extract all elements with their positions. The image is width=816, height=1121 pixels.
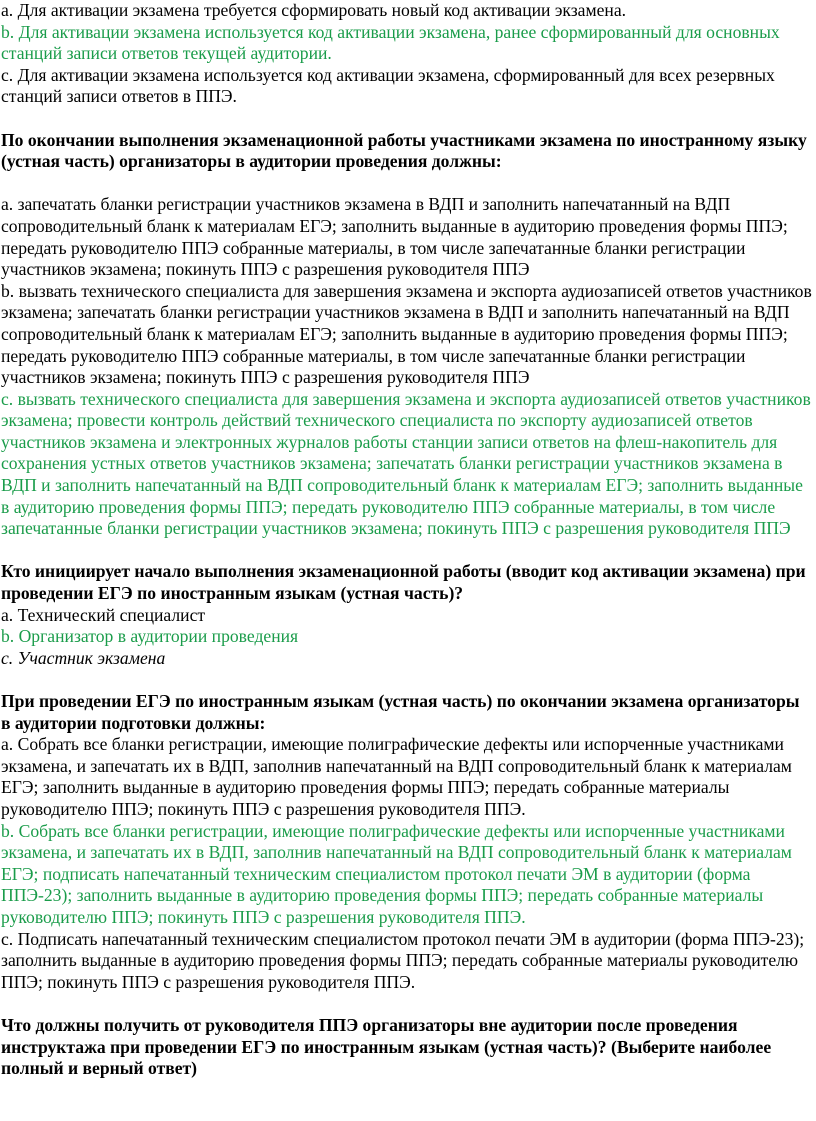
block1-option-b-correct: b. Для активации экзамена используется код активации экзамена, ранее сформированный для основных станций записи ответов текущей аудитории. [1, 21, 780, 64]
spacer [1, 108, 812, 130]
q4-question: Что должны получить от руководителя ППЭ организаторы вне аудитории после проведения инструктажа при проведении ЕГЭ по иностранным языкам (устная часть)? (Выберите наиболее полный и верный ответ) [1, 1014, 772, 1079]
q3-option-a: a. Собрать все бланки регистрации, имеющие полиграфические дефекты или испорченные участниками экзамена, и запечатать их в ВДП, заполнив напечатанный на ВДП сопроводительный бланк к материалам ЕГЭ; заполнить выданные в аудиторию проведения формы ППЭ; передать собранные материалы руководителю ППЭ; покинуть ППЭ с разрешения руководителя ППЭ. [1, 734, 792, 819]
q2-option-c: c. Участник экзамена [1, 647, 166, 668]
q1-question: По окончании выполнения экзаменационной работы участниками экзамена по иностранному языку (устная часть) организаторы в аудитории проведения должны: [1, 129, 807, 172]
spacer [1, 669, 812, 691]
spacer [1, 993, 812, 1015]
q2-question: Кто инициирует начало выполнения экзаменационной работы (вводит код активации экзамена) при проведении ЕГЭ по иностранным языкам (устная часть)? [1, 561, 806, 604]
q3-option-c: c. Подписать напечатанный техническим специалистом протокол печати ЭМ в аудитории (форма ППЭ-23); заполнить выданные в аудиторию проведения формы ППЭ; передать собранные материалы руководителю ППЭ; покинуть ППЭ с разрешения руководителя ППЭ. [1, 928, 805, 992]
q1-option-b: b. вызвать технического специалиста для завершения экзамена и экспорта аудиозаписей ответов участников экзамена; запечатать бланки регистрации участников экзамена в ВДП и заполнить напечатанный на ВДП сопроводительный бланк к материалам ЕГЭ; заполнить выданные в аудиторию проведения формы ППЭ; передать руководителю ППЭ собранные материалы, в том числе запечатанные бланки регистрации участников экзамена; покинуть ППЭ с разрешения руководителя ППЭ [1, 280, 812, 388]
q1-option-c-correct: c. вызвать технического специалиста для завершения экзамена и экспорта аудиозаписей ответов участников экзамена; провести контроль действий технического специалиста по экспорту аудиозаписей ответов участников экзамена и электронных журналов работы станции записи ответов на флеш-накопитель для сохранения устных ответов участников экзамена; запечатать бланки регистрации участников экзамена в ВДП и заполнить напечатанный на ВДП сопроводительный бланк к материалам ЕГЭ; заполнить выданные в аудиторию проведения формы ППЭ; передать руководителю ППЭ собранные материалы, в том числе запечатанные бланки регистрации участников экзамена; покинуть ППЭ с разрешения руководителя ППЭ [1, 388, 811, 539]
q2-option-b-correct: b. Организатор в аудитории проведения [1, 626, 299, 647]
block1-option-a: a. Для активации экзамена требуется сформировать новый код активации экзамена. [1, 0, 627, 20]
q2-option-a: a. Технический специалист [1, 604, 206, 625]
q1-option-a: a. запечатать бланки регистрации участников экзамена в ВДП и заполнить напечатанный на ВДП сопроводительный бланк к материалам ЕГЭ; заполнить выданные в аудиторию проведения формы ППЭ; передать руководителю ППЭ собранные материалы, в том числе запечатанные бланки регистрации участников экзамена; покинуть ППЭ с разрешения руководителя ППЭ [1, 194, 788, 280]
spacer [1, 173, 812, 195]
spacer [1, 540, 812, 562]
q3-question: При проведении ЕГЭ по иностранным языкам (устная часть) по окончании экзамена организаторы в аудитории подготовки должны: [1, 691, 800, 733]
block1-option-c: c. Для активации экзамена используется код активации экзамена, сформированный для всех резервных станций записи ответов в ППЭ. [1, 64, 775, 107]
q3-option-b-correct: b. Собрать все бланки регистрации, имеющие полиграфические дефекты или испорченные участниками экзамена, и запечатать их в ВДП, заполнив напечатанный на ВДП сопроводительный бланк к материалам ЕГЭ; подписать напечатанный техническим специалистом протокол печати ЭМ в аудитории (форма ППЭ-23); заполнить выданные в аудиторию проведения формы ППЭ; передать собранные материалы руководителю ППЭ; покинуть ППЭ с разрешения руководителя ППЭ. [1, 820, 792, 927]
